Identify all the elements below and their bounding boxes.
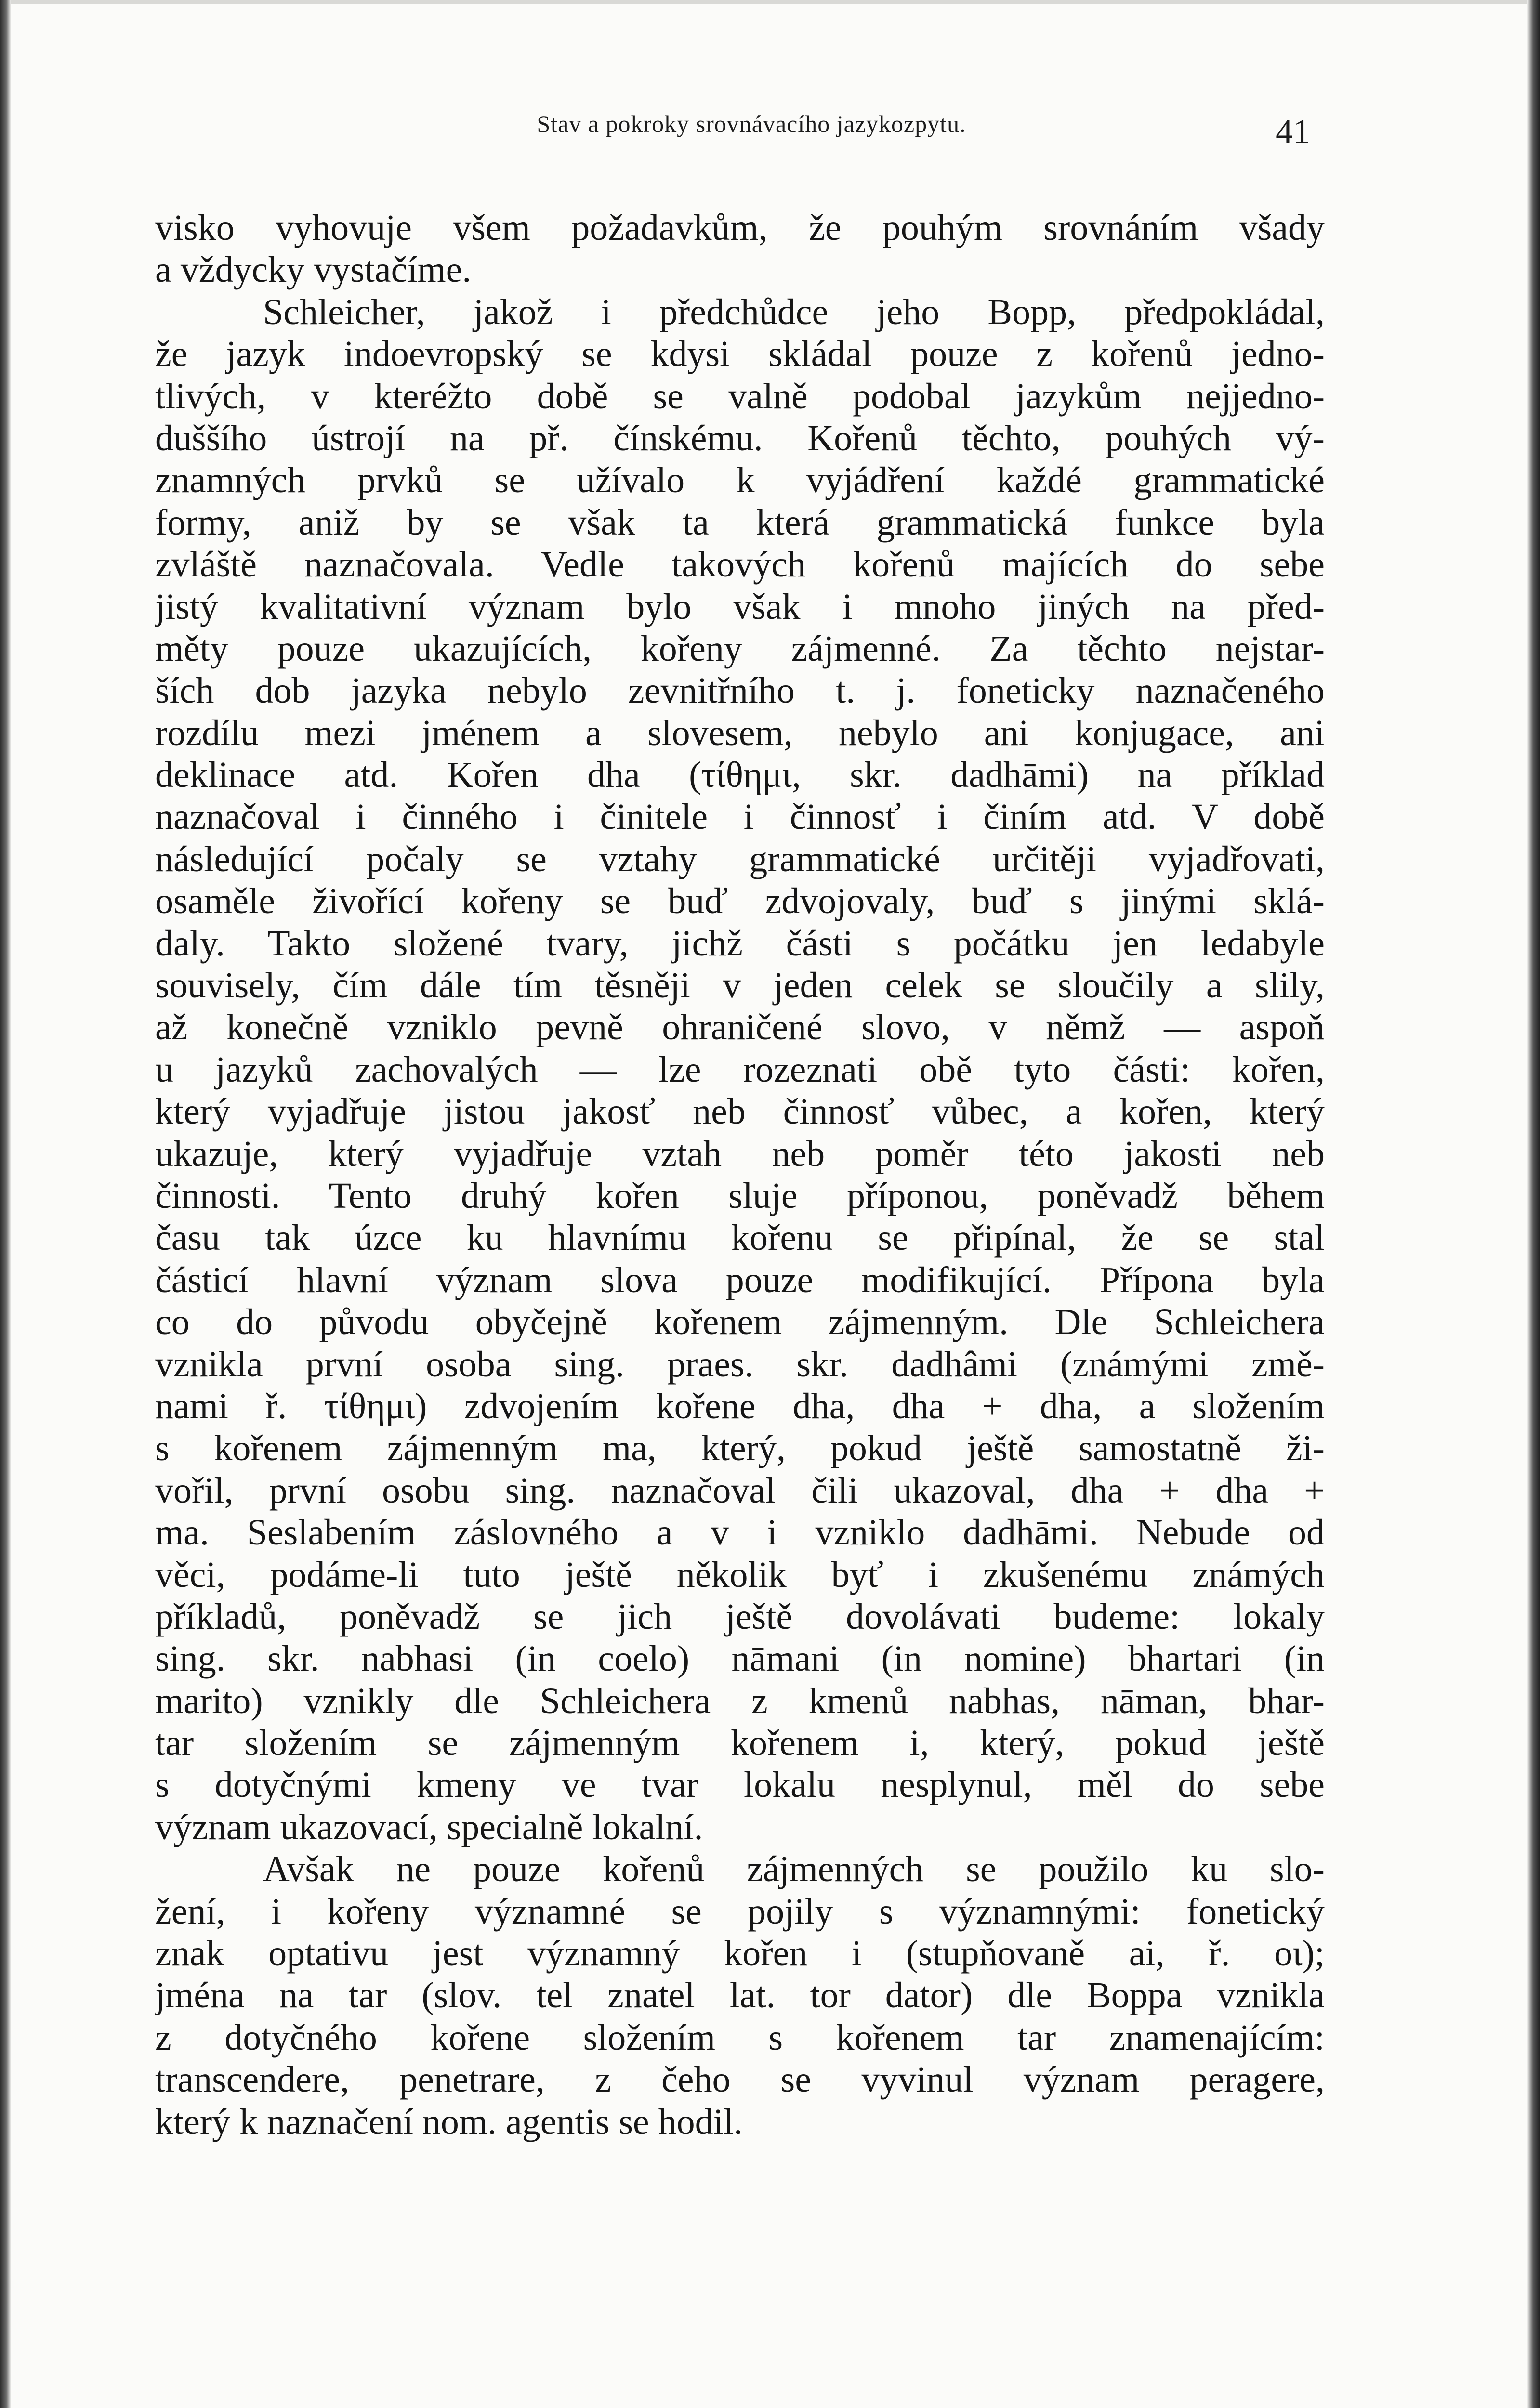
text-line: příkladů, poněvadž se jich ještě dovolávati budeme: lokaly (155, 1596, 1325, 1637)
body-text (155, 207, 1325, 2143)
text-line: následující počaly se vztahy grammatické určitěji vyjadřovati, (155, 838, 1325, 879)
text-line: že jazyk indoevropský se kdysi skládal pouze z kořenů jedno- (155, 334, 1325, 375)
text-line: znak optativu jest významný kořen i (stupňovaně ai, ř. οι); (155, 1933, 1325, 1974)
page-left-edge (0, 0, 11, 2408)
text-line: význam ukazovací, specialně lokalní. (155, 1806, 703, 1847)
text-line: žení, i kořeny významné se pojily s významnými: fonetický (155, 1891, 1325, 1932)
text-line: co do původu obyčejně kořenem zájmenným. Dle Schleichera (155, 1302, 1325, 1343)
text-line: tar složením se zájmenným kořenem i, který, pokud ještě (155, 1723, 1325, 1764)
text-line: deklinace atd. Kořen dha (τίθημι, skr. dadhāmi) na příklad (155, 755, 1325, 796)
text-line: u jazyků zachovalých — lze rozeznati obě tyto části: kořen, (155, 1049, 1325, 1090)
text-line: který k naznačení nom. agentis se hodil. (155, 2101, 743, 2142)
text-line: s dotyčnými kmeny ve tvar lokalu nesplynul, měl do sebe (155, 1765, 1325, 1806)
running-title: Stav a pokroky srovnávacího jazykozpytu. (537, 110, 966, 137)
page-right-edge (1527, 0, 1540, 2408)
text-line: duššího ústrojí na př. čínskému. Kořenů těchto, pouhých vý- (155, 418, 1325, 458)
page-top-edge (0, 0, 1540, 4)
text-line: visko vyhovuje všem požadavkům, že pouhým srovnáním všady (155, 208, 1325, 248)
text-line: Schleicher, jakož i předchůdce jeho Bopp, předpokládal, (263, 291, 1325, 332)
text-line: z dotyčného kořene složením s kořenem tar znamenajícím: (155, 2017, 1325, 2058)
text-line: zvláště naznačovala. Vedle takových kořenů majících do sebe (155, 544, 1325, 585)
text-line: ších dob jazyka nebylo zevnitřního t. j. foneticky naznačeného (155, 670, 1325, 711)
text-line: naznačoval i činného i činitele i činnosť i činím atd. V době (155, 797, 1325, 838)
text-line: činnosti. Tento druhý kořen sluje příponou, poněvadž během (155, 1175, 1325, 1216)
text-line: měty pouze ukazujících, kořeny zájmenné. Za těchto nejstar- (155, 628, 1325, 669)
text-line: Avšak ne pouze kořenů zájmenných se použilo ku slo- (263, 1849, 1325, 1890)
text-line: nami ř. τίθημι) zdvojením kořene dha, dha + dha, a složením (155, 1386, 1325, 1426)
text-line: sing. skr. nabhasi (in coelo) nāmani (in nomine) bhartari (in (155, 1638, 1325, 1679)
text-line: věci, podáme-li tuto ještě několik byť i zkušenému známých (155, 1554, 1325, 1595)
text-line: daly. Takto složené tvary, jichž části s počátku jen ledabyle (155, 923, 1325, 964)
text-line: a vždycky vystačíme. (155, 249, 472, 290)
text-line: znamných prvků se užívalo k vyjádření každé grammatické (155, 460, 1325, 501)
text-line: s kořenem zájmenným ma, který, pokud ještě samostatně ži- (155, 1428, 1325, 1469)
text-line: jistý kvalitativní význam bylo však i mnoho jiných na před- (155, 586, 1325, 627)
text-line: až konečně vzniklo pevně ohraničené slovo, v němž — aspoň (155, 1007, 1325, 1048)
text-line: vznikla první osoba sing. praes. skr. dadhâmi (známými změ- (155, 1344, 1325, 1385)
text-line: vořil, první osobu sing. naznačoval čili ukazoval, dha + dha + (155, 1470, 1325, 1511)
text-line: času tak úzce ku hlavnímu kořenu se připínal, že se stal (155, 1217, 1325, 1258)
text-line: marito) vznikly dle Schleichera z kmenů nabhas, nāman, bhar- (155, 1680, 1325, 1721)
text-line: ukazuje, který vyjadřuje vztah neb poměr této jakosti neb (155, 1133, 1325, 1174)
text-line: částicí hlavní význam slova pouze modifikující. Přípona byla (155, 1259, 1325, 1300)
text-line: osaměle živořící kořeny se buď zdvojovaly, buď s jinými sklá- (155, 881, 1325, 922)
page-number: 41 (1276, 112, 1310, 151)
text-line: ma. Seslabením záslovného a v i vzniklo dadhāmi. Nebude od (155, 1512, 1325, 1553)
text-line: souvisely, čím dále tím těsněji v jeden celek se sloučily a slily, (155, 965, 1325, 1006)
text-line: který vyjadřuje jistou jakosť neb činnosť vůbec, a kořen, který (155, 1091, 1325, 1132)
text-line: tlivých, v kteréžto době se valně podobal jazykům nejjedno- (155, 376, 1325, 417)
text-line: transcendere, penetrare, z čeho se vyvinul význam peragere, (155, 2059, 1325, 2100)
text-line: formy, aniž by se však ta která grammatická funkce byla (155, 502, 1325, 543)
text-line: rozdílu mezi jménem a slovesem, nebylo ani konjugace, ani (155, 712, 1325, 753)
text-line: jména na tar (slov. tel znatel lat. tor dator) dle Boppa vznikla (155, 1975, 1325, 2016)
